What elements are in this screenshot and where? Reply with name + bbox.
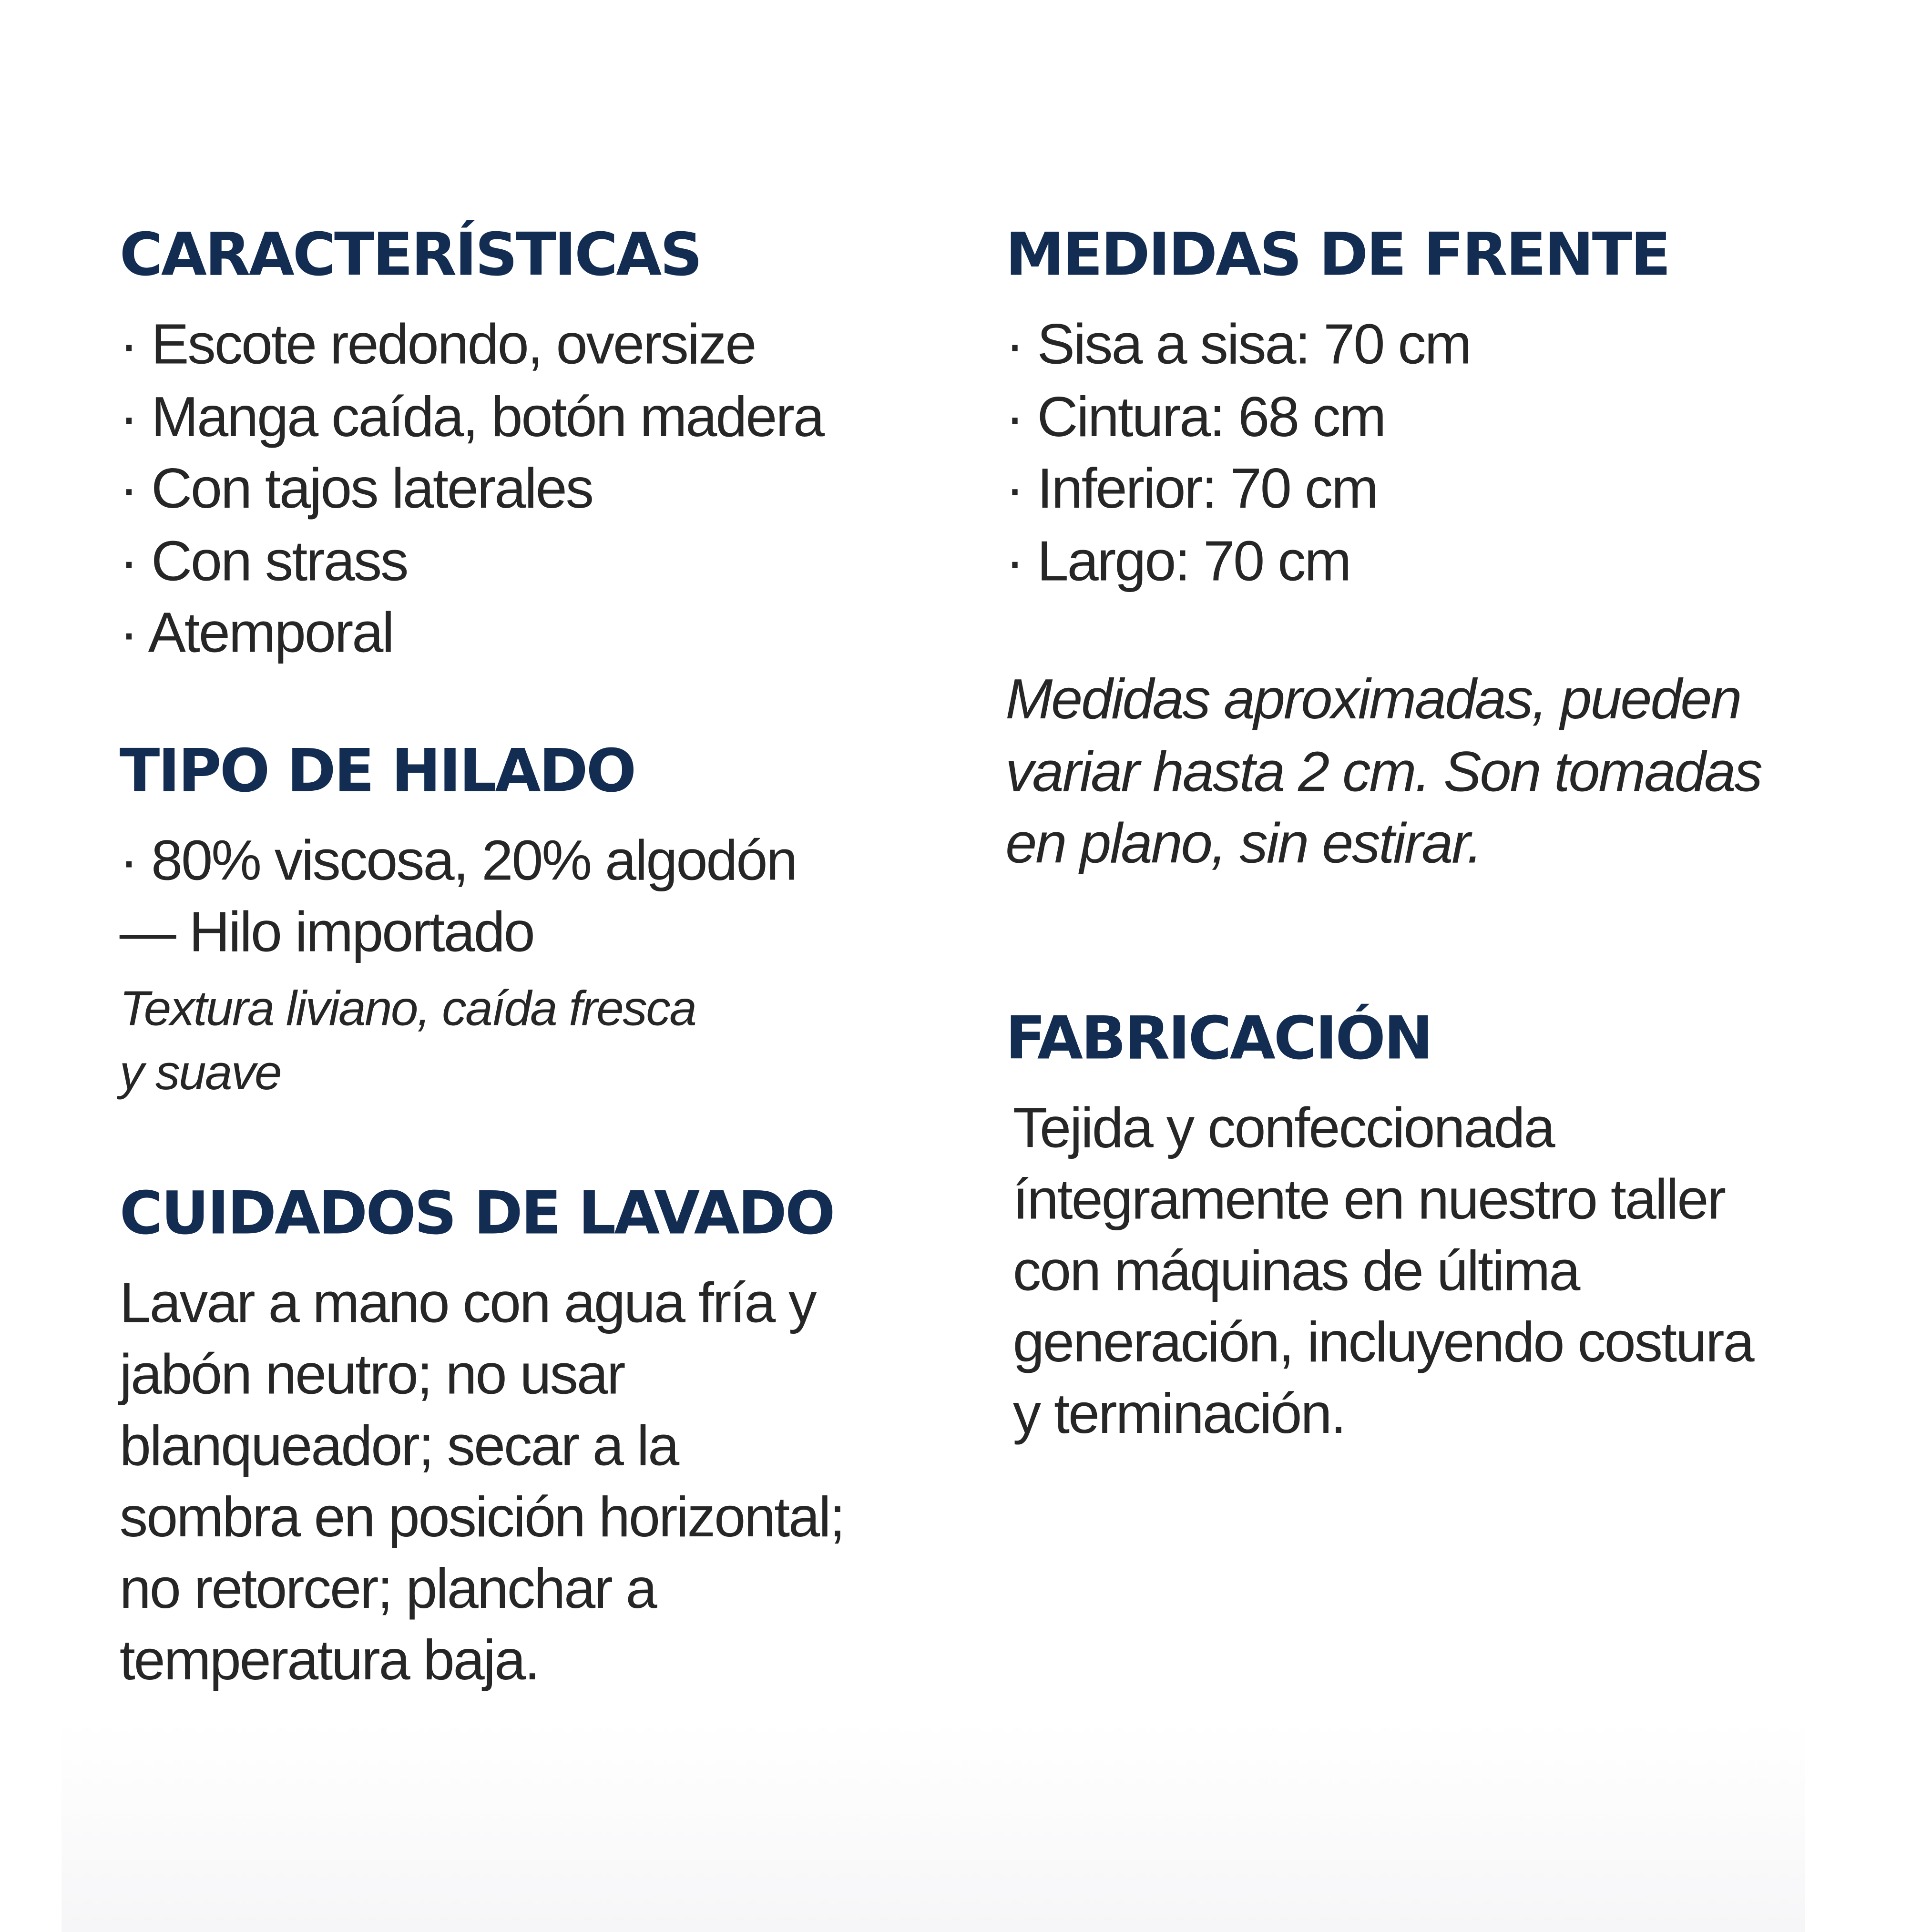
fabricacion-line: y terminación. <box>1012 1381 1345 1445</box>
medidas-section <box>1005 219 1868 879</box>
list-item: · Atemporal <box>119 600 393 664</box>
list-item: · Cintura: 68 cm <box>1005 384 1385 448</box>
lavado-text <box>120 1267 933 1696</box>
fabricacion-section <box>1005 1003 1868 1449</box>
lavado-heading: CUIDADOS DE LAVADO <box>119 1179 834 1248</box>
medidas-heading: MEDIDAS DE FRENTE <box>1005 220 1669 290</box>
list-item: · Escote redondo, oversize <box>119 311 756 376</box>
lavado-line: no retorcer; planchar a <box>119 1556 656 1621</box>
fabricacion-line: generación, incluyendo costura <box>1012 1309 1753 1374</box>
lavado-line: temperatura baja. <box>119 1627 539 1692</box>
medidas-note-line: variar hasta 2 cm. Son tomadas <box>1005 738 1761 803</box>
lavado-line: jabón neutro; no usar <box>119 1341 624 1406</box>
fabricacion-text <box>1005 1092 1868 1449</box>
list-item: · Inferior: 70 cm <box>1005 456 1378 520</box>
list-item: · Sisa a sisa: 70 cm <box>1005 311 1471 376</box>
medidas-list <box>1005 308 1868 596</box>
medidas-note-line: Medidas aproximadas, pueden <box>1005 666 1741 731</box>
lavado-line: blanqueador; secar a la <box>119 1413 678 1478</box>
medidas-note <box>1005 663 1868 879</box>
lavado-line: Lavar a mano con agua fría y <box>119 1270 816 1335</box>
hilado-composition: · 80% viscosa, 20% algodón <box>119 828 797 892</box>
list-item: · Con tajos laterales <box>119 456 593 520</box>
lavado-line: sombra en posición horizontal; <box>119 1484 844 1549</box>
caracteristicas-heading: CARACTERÍSTICAS <box>119 220 701 290</box>
footer-fade <box>61 1719 1805 1932</box>
list-item: · Largo: 70 cm <box>1005 528 1350 592</box>
fabricacion-heading: FABRICACIÓN <box>1005 1004 1431 1073</box>
list-item: · Con strass <box>119 528 408 592</box>
fabricacion-line: Tejida y confeccionada <box>1012 1095 1554 1160</box>
hilado-section <box>120 736 933 1105</box>
hilado-texture-line-2: y suave <box>119 1046 281 1101</box>
fabricacion-line: íntegramente en nuestro taller <box>1012 1166 1725 1231</box>
caracteristicas-section <box>120 219 933 668</box>
medidas-note-line: en plano, sin estirar. <box>1005 810 1482 875</box>
fabricacion-line: con máquinas de última <box>1012 1238 1579 1303</box>
hilado-origin: — Hilo importado <box>119 899 534 964</box>
caracteristicas-list <box>120 308 933 668</box>
hilado-texture-line-1: Textura liviano, caída fresca <box>119 982 696 1036</box>
lavado-section <box>120 1178 933 1696</box>
hilado-heading: TIPO DE HILADO <box>119 736 635 806</box>
list-item: · Manga caída, botón madera <box>119 384 823 448</box>
